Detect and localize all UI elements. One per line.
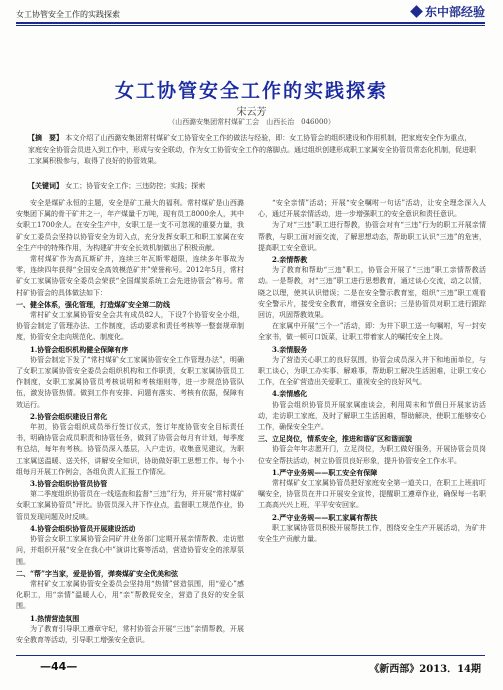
author-affiliation: （山西潞安集团常村煤矿工会 山西长治 046000） xyxy=(168,118,335,126)
body-paragraph: 常村煤矿作为高瓦斯矿井，连续三年瓦斯零超限，连续多年事故为零，连续四年获得“全国安全高效模范矿井”荣誉称号。2012年5月，常村矿女工家属协管安全委员会荣获“全国煤炭系统工会先进协管会”称号。常村矿协管会的具体做法如下： xyxy=(16,255,244,297)
abstract xyxy=(28,132,477,168)
article-author: 宋云芳 xyxy=(236,107,267,118)
section-heading: 1.严守业务规——职工安全有保障 xyxy=(272,467,378,477)
section-heading: 1.热情营造氛围 xyxy=(30,613,80,623)
body-paragraph: 常村煤矿女工家属协管员把好家庭安全第一道关口，在职工上班前叮嘱安全，协管员在井口开展安全宣传，提醒职工遵章作业，确保每一名职工高高兴兴上班，平平安安回家。 xyxy=(258,479,486,510)
body-paragraph: 为了营造关心职工的良好氛围，协管会成员深入井下和地面单位，与职工谈心，为职工办实事、解难事，帮助职工解决生活困难，让职工安心工作，在全矿营造出关爱职工、重视安全的良好风气。 xyxy=(258,355,486,387)
section-heading: 3.亲情服务 xyxy=(272,344,308,354)
body-paragraph: 常村矿女工家属协管安全委员会坚持用“热情”营造氛围，用“爱心”感化职工，用“亲情”温暖人心，用“亲”帮教促安全，营造了良好的安全氛围。 xyxy=(16,579,244,611)
section-heading: 2.亲情帮教 xyxy=(272,255,308,265)
body-paragraph: 协管会女职工家属协管会同矿井业务部门定期开展亲情帮教、走访慰问，并组织开展“安全在我心中”演讲比赛等活动，营造协管安全的浓厚氛围。 xyxy=(16,535,244,566)
body-paragraph: 安全是煤矿永恒的主题，安全是矿工最大的福利。常村煤矿是山西潞安集团下属的骨干矿井之一，年产煤量千万吨，现有员工8000余人，其中女职工1700余人。在安全生产中，女职工是一支不可忽视的重要力量，我矿女工委员会坚持以协管安全为切入点，充分发挥女职工和职工家属在安全生产中的特殊作用，为构建矿井安全长效机制做出了积极贡献。 xyxy=(16,199,244,252)
body-paragraph: 常村矿女工家属协管安全会共有成员82人，下设7个协管安全小组，协管会制定了管理办法、工作制度，活动要求和责任考核等一整套规章制度，协管安全走向规范化、制度化。 xyxy=(16,311,244,342)
body-paragraph: 为了对“三违”职工进行帮教，协管会对有“三违”行为的职工开展亲情帮教，与职工面对面交流，了解思想动态，帮助职工认识“三违”的危害，提高职工安全意识。 xyxy=(258,221,486,252)
body-paragraph: 第二季度组织协管员在一线巡查和监督“三违”行为，并开展“常村煤矿女职工家属协管员”评比。协管员深入井下作业点，监督职工规范作业，协管员发现问题及时反映。 xyxy=(16,490,244,521)
page-number: —44— xyxy=(40,660,78,673)
body-paragraph: “安全亲情”活动；开展“安全嘱咐一句话”活动，让安全理念深入人心，通过开展亲情活动，进一步增强职工的安全意识和责任意识。 xyxy=(258,199,486,219)
section-heading: 一、健全体系，强化管理，打造煤矿安全第二防线 xyxy=(16,299,170,309)
section-heading: 4.协管会组织协管员开展建设活动 xyxy=(30,523,136,533)
body-paragraph: 年初，协管会组织成员举行签订仪式，签订年度协管安全目标责任书，明确协管会成员职责和协管任务，做到了协管会每月有计划，每季度有总结，每年有考核。协管员深入基层，入户走访，收集意见建议，为职工家属送温暖、送关怀，讲解安全知识，协助做好职工思想工作。每个小组每月开展工作例会，各组负责人汇报工作情况。 xyxy=(16,423,244,476)
section-heading: 2.严守业务规——职工家属有帮扶 xyxy=(272,512,378,522)
page-header xyxy=(16,3,485,20)
header-rule xyxy=(16,22,485,24)
section-mark xyxy=(412,3,485,20)
article-title: 女工协管安全工作的实践探索 xyxy=(114,80,388,102)
keywords-label: 【关键词】 xyxy=(28,181,63,190)
body-paragraph: 协管会年年志愿开门，立足岗位，为职工做好服务，开展协管会员岗位安全帮扶活动，树立协管员良好形象，提升协管安全工作水平。 xyxy=(258,445,486,465)
diamond-icon xyxy=(410,5,423,18)
abstract-text: 本文介绍了山西潞安集团常村煤矿女工协管安全工作的做法与经验，即：女工协管会的组织建设和作用机制，把家庭安全作为重点，家庭安全协管会员进入到工作中，形成与安全联动，作为女工协管安全工作的落脚点。通过组织创建形成职工家属安全协管员常态化机制，促进职工家属积极参与，取得了良好的协管效果。 xyxy=(28,134,476,165)
journal-issue: 《新西部》2013．14期 xyxy=(369,664,481,675)
section-heading: 3.协管会组织协管员协管 xyxy=(30,479,108,489)
body-column-right xyxy=(258,198,486,545)
section-heading: 三、立足岗位，情系安全，推进和谐矿区和谐面貌 xyxy=(258,434,412,444)
body-paragraph: 为了教育和帮助“三违”职工，协管会开展了“三违”职工亲情帮教活动。一是帮教，对“三违”职工进行思想教育，通过谈心交流，动之以情，晓之以理，使其认识错误；二是在安全警示教育室，组织“三违”职工观看安全警示片，接受安全教育，增强安全意识；三是协管员对职工进行跟踪回访，巩固帮教效果。 xyxy=(258,266,486,320)
footer-rule xyxy=(16,655,485,656)
section-heading: 二、“帮”字当家，爱是协管，弹奏煤矿安全优美和弦 xyxy=(16,568,179,578)
keywords xyxy=(28,180,477,192)
body-paragraph: 协管会组织协管员开展家属座谈会，利用周末和节假日开展家访活动，走访职工家庭，及时了解职工生活困难，帮助解决，使职工能够安心工作，确保安全生产。 xyxy=(258,400,486,432)
body-column-left xyxy=(16,198,244,646)
section-heading: 1.协管会组织机构健全保障有序 xyxy=(30,344,129,354)
section-label: 东中部经验 xyxy=(424,5,485,19)
abstract-label: 【摘 要】 xyxy=(28,133,63,142)
running-head: 女工协管安全工作的实践探索 xyxy=(16,10,120,19)
body-paragraph: 在家属中开展“三个一”活动，即：为井下职工送一句嘱咐，写一封安全家书，做一顿可口饭菜，让职工带着家人的嘱托安全上岗。 xyxy=(258,322,486,342)
body-paragraph: 职工家属协管员积极开展帮扶工作，围绕安全生产开展活动，为矿井安全生产贡献力量。 xyxy=(258,523,486,544)
header-rule-thin xyxy=(16,25,485,26)
keywords-text: 女工；协管安全工作；三违防控；实践；探索 xyxy=(65,182,206,190)
section-heading: 2.协管会组织建设日常化 xyxy=(30,411,108,421)
body-paragraph: 为了教育引导职工遵章守纪，常村协管会开展“三违”亲情帮教，开展安全教育等活动，引导职工增强安全意识。 xyxy=(16,624,244,644)
body-paragraph: 协管会制定下发了“常村煤矿女工家属协管安全工作管理办法”，明确了女职工家属协管安全委员会组织机构和工作职责，女职工家属协管员工作制度，女职工家属协管员考核说明和考核细则等，进一步规范协管队伍，激发协管热情。做到工作有安排、问题有落实、考核有依据，保障有效运行。 xyxy=(16,355,244,409)
section-heading: 4.亲情感化 xyxy=(272,389,308,399)
